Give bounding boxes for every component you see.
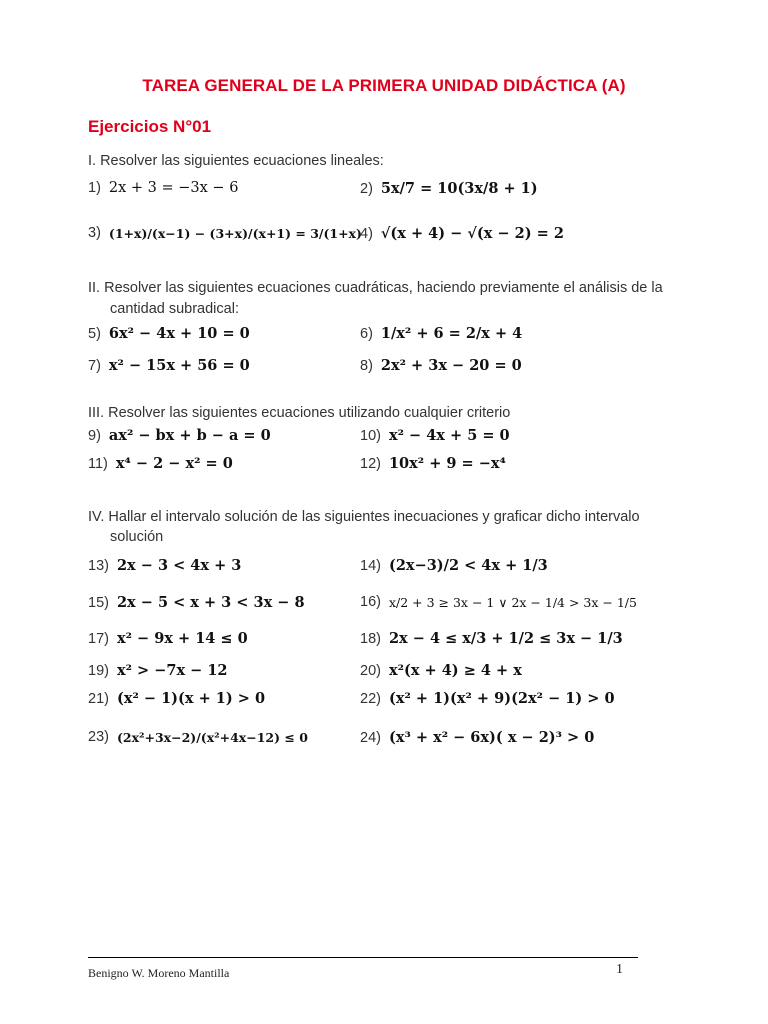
equation: 2x² + 3x − 20 = 0 (380, 357, 522, 374)
exercise-4 (360, 225, 564, 242)
equation: (x³ + x² − 6x)( x − 2)³ > 0 (388, 729, 595, 746)
exercise-set-heading: Ejercicios N°01 (88, 117, 212, 136)
exercise-number: 8) (360, 357, 373, 374)
exercise-number: 12) (360, 455, 381, 472)
exercise-8 (360, 357, 522, 374)
exercise-14 (360, 557, 548, 574)
exercise-3 (88, 225, 362, 241)
equation: 2x + 3 = −3x − 6 (108, 180, 239, 196)
exercise-7 (88, 357, 250, 374)
exercise-number: 5) (88, 325, 101, 342)
exercise-number: 23) (88, 729, 109, 745)
section-iv-instruction-cont: solución (110, 529, 164, 545)
exercise-11 (88, 455, 233, 472)
exercise-10 (360, 427, 510, 444)
equation: 2x − 4 ≤ x/3 + 1/2 ≤ 3x − 1/3 (388, 630, 623, 647)
exercise-number: 3) (88, 225, 101, 241)
equation: (2x²+3x−2)/(x²+4x−12) ≤ 0 (116, 729, 308, 745)
equation: (1+x)/(x−1) − (3+x)/(x+1) = 3/(1+x) (108, 225, 362, 241)
exercise-number: 21) (88, 690, 109, 707)
exercise-number: 13) (88, 557, 109, 574)
footer-divider (88, 957, 638, 958)
exercise-21 (88, 690, 265, 707)
equation: 5x/7 = 10(3x/8 + 1) (380, 180, 538, 197)
exercise-22 (360, 690, 615, 707)
equation: x²(x + 4) ≥ 4 + x (388, 662, 522, 679)
section-ii-instruction-cont: cantidad subradical: (110, 301, 239, 317)
exercise-number: 16) (360, 594, 381, 610)
exercise-9 (88, 427, 271, 444)
exercise-1 (88, 180, 238, 196)
exercise-number: 11) (88, 455, 108, 472)
exercise-17 (88, 630, 248, 647)
equation: x/2 + 3 ≥ 3x − 1 ∨ 2x − 1/4 > 3x − 1/5 (388, 594, 637, 610)
section-iv-instruction: IV. Hallar el intervalo solución de las siguientes inecuaciones y graficar dicho intervalo (88, 509, 640, 525)
exercise-number: 14) (360, 557, 381, 574)
exercise-number: 24) (360, 729, 381, 746)
exercise-number: 15) (88, 594, 109, 611)
exercise-number: 17) (88, 630, 109, 647)
exercise-number: 7) (88, 357, 101, 374)
section-ii-instruction: II. Resolver las siguientes ecuaciones cuadráticas, haciendo previamente el análisis de la (88, 280, 663, 296)
exercise-16 (360, 594, 637, 610)
section-i-instruction: I. Resolver las siguientes ecuaciones lineales: (88, 153, 384, 169)
exercise-19 (88, 662, 228, 679)
exercise-number: 10) (360, 427, 381, 444)
equation: √(x + 4) − √(x − 2) = 2 (380, 225, 564, 242)
exercise-number: 20) (360, 662, 381, 679)
equation: x⁴ − 2 − x² = 0 (115, 455, 233, 472)
exercise-number: 2) (360, 180, 373, 197)
equation: x² > −7x − 12 (116, 662, 228, 679)
exercise-23 (88, 729, 308, 745)
section-iii-instruction: III. Resolver las siguientes ecuaciones utilizando cualquier criterio (88, 405, 511, 421)
exercise-number: 19) (88, 662, 109, 679)
exercise-12 (360, 455, 506, 472)
equation: 2x − 5 < x + 3 < 3x − 8 (116, 594, 305, 611)
exercise-20 (360, 662, 522, 679)
exercise-15 (88, 594, 305, 611)
exercise-2 (360, 180, 538, 197)
equation: 1/x² + 6 = 2/x + 4 (380, 325, 523, 342)
equation: x² − 4x + 5 = 0 (388, 427, 510, 444)
equation: ax² − bx + b − a = 0 (108, 427, 271, 444)
equation: x² − 9x + 14 ≤ 0 (116, 630, 248, 647)
exercise-24 (360, 729, 594, 746)
exercise-number: 6) (360, 325, 373, 342)
exercise-5 (88, 325, 250, 342)
equation: 2x − 3 < 4x + 3 (116, 557, 242, 574)
exercise-number: 4) (360, 225, 373, 242)
equation: x² − 15x + 56 = 0 (108, 357, 250, 374)
equation: 6x² − 4x + 10 = 0 (108, 325, 250, 342)
footer-author: Benigno W. Moreno Mantilla (88, 966, 230, 980)
exercise-6 (360, 325, 522, 342)
equation: (x² − 1)(x + 1) > 0 (116, 690, 266, 707)
exercise-number: 1) (88, 180, 101, 196)
equation: (x² + 1)(x² + 9)(2x² − 1) > 0 (388, 690, 615, 707)
exercise-18 (360, 630, 623, 647)
equation: 10x² + 9 = −x⁴ (388, 455, 506, 472)
exercise-number: 22) (360, 690, 381, 707)
exercise-13 (88, 557, 241, 574)
exercise-number: 18) (360, 630, 381, 647)
exercise-number: 9) (88, 427, 101, 444)
page-title: TAREA GENERAL DE LA PRIMERA UNIDAD DIDÁCTICA (A) (142, 76, 626, 95)
equation: (2x−3)/2 < 4x + 1/3 (388, 557, 548, 574)
page-number: 1 (616, 962, 623, 977)
